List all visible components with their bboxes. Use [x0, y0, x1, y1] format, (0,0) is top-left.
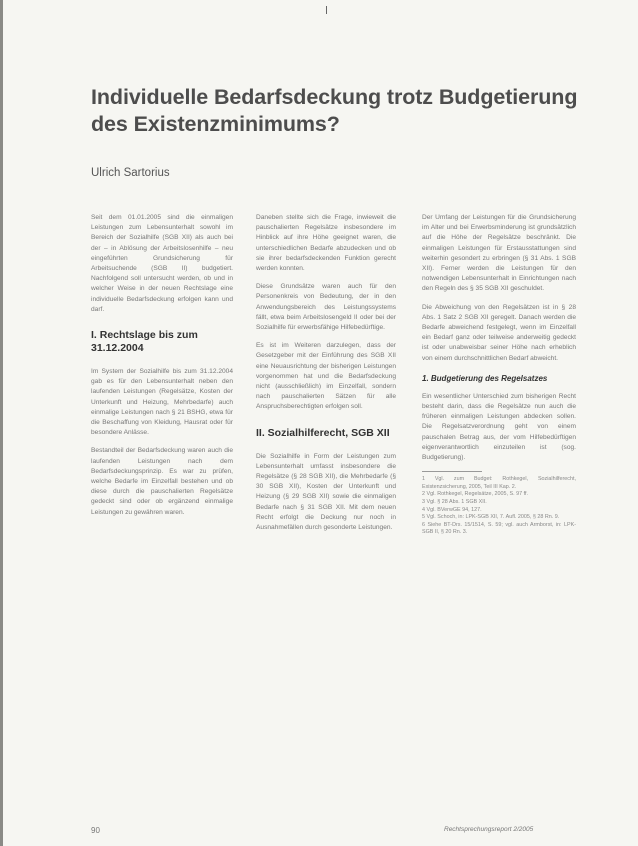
scan-edge: [0, 0, 3, 846]
body-paragraph: Im System der Sozialhilfe bis zum 31.12.2004 gab es für den Lebensunterhalt neben den laufenden Leistungen (Regelsätze, Kosten der Unterkunft und Heizung, Mehrbedarfe) auch einmalige Leistungen nach § 21 BSHG, etwa für die Beschaffung von Kleidung, Hausrat oder für besondere Anlässe.: [91, 368, 233, 437]
page-top-mark: [326, 6, 327, 14]
subsection-heading: 1. Budgetierung des Regelsatzes: [422, 373, 548, 383]
article-title: Individuelle Bedarfsdeckung trotz Budgetierung des Existenzminimums?: [91, 85, 578, 136]
author-name: Ulrich Sartorius: [91, 167, 170, 179]
body-paragraph: Ein wesentlicher Unterschied zum bisherigen Recht besteht darin, dass die Regelsätze nun auch die früheren einmaligen Leistungen abdecken sollen. Die Regelsatzverordnung geht von einem pauschalen Betrag aus, der vom Hilfebedürftigen eigenverantwortlich einzuteilen ist (sog. Budgetierung).: [422, 392, 576, 462]
body-paragraph: Die Abweichung von den Regelsätzen ist in § 28 Abs. 1 Satz 2 SGB XII geregelt. Danach werden die Bedarfe abweichend festgelegt, wenn im Einzelfall ein Bedarf ganz oder teilweise anderweitig gedeckt ist oder unabweisbar seiner Höhe nach erheblich von einem durchschnittlichen Bedarf abweicht.: [422, 303, 576, 362]
body-paragraph: Es ist im Weiteren darzulegen, dass der Gesetzgeber mit der Einführung des SGB XII eine Neuausrichtung der bisherigen Leistungen vorgenommen hat und die Bedarfsdeckung nicht (ausschließlich) im Einzelfall, sondern nach pauschalierten Sätzen für alle Anspruchsberechtigten erfolgen soll.: [256, 342, 396, 411]
body-paragraph: Bestandteil der Bedarfsdeckung waren auch die laufenden Leistungen nach dem Bedarfsdeckungsprinzip. Es war zu prüfen, welche Bedarfe im Einzelfall bestehen und ob diese durch die pauschalierten Regelsätze gedeckt sind oder ob ergänzend einmalige Leistungen zu gewähren waren.: [91, 447, 233, 516]
footnote-divider: [422, 471, 482, 472]
body-paragraph: Diese Grundsätze waren auch für den Personenkreis von Bedeutung, der in den Anwendungsbereich des Leistungssystems fällt, etwa beim Arbeitslosengeld II oder bei der Sozialhilfe für erwerbsfähige Hilfebedürftige.: [256, 283, 396, 332]
footnotes: [422, 476, 576, 537]
footnote: 2 Vgl. Rothkegel, Regelsätze, 2005, S. 97 ff.: [422, 491, 528, 498]
section-heading-2: II. Sozialhilferecht, SGB XII: [256, 426, 390, 439]
column-3: [422, 213, 576, 537]
body-paragraph: Daneben stellte sich die Frage, inwieweit die pauschalierten Regelsätze insbesondere im Hinblick auf ihre Höhe geeignet waren, die unterschiedlichen Bedarfe abzudecken und ob sie ihrer bedarfsdeckenden Funktion gerecht werden konnten.: [256, 214, 396, 273]
footnote: 1 Vgl. zum Budget: Rothkegel, Sozialhilferecht, Existenzsicherung, 2005, Teil III Kap. 2.: [422, 476, 576, 490]
body-paragraph: Der Umfang der Leistungen für die Grundsicherung im Alter und bei Erwerbsminderung ist grundsätzlich auf die Höhe der Regelsätze beschränkt. Die einmaligen Leistungen für Erstausstattungen sind weiterhin gesondert zu erbringen (§ 31 Abs. 1 SGB XII). Ferner werden die Leistungen für den notwendigen Lebensunterhalt in Einrichtungen nach den Regeln des § 35 SGB XII geschuldet.: [422, 214, 576, 293]
body-paragraph: Die Sozialhilfe in Form der Leistungen zum Lebensunterhalt umfasst insbesondere die Regelsätze (§ 28 SGB XII), die Mehrbedarfe (§ 30 SGB XII), Kosten der Unterkunft und Heizung (§ 29 SGB XII) sowie die einmaligen Bedarfe nach § 31 SGB XII. Mit dem neuen Recht erfolgt die Deckung nur noch in Ausnahmefällen durch gesonderte Leistungen.: [256, 452, 396, 532]
footnote: 6 Siehe BT-Drs. 15/1514, S. 59; vgl. auch Armborst, in: LPK-SGB II, § 20 Rn. 3.: [422, 521, 576, 536]
column-1: [91, 213, 233, 526]
page-number: 90: [91, 826, 100, 835]
section-heading-1: I. Rechtslage bis zum 31.12.2004: [91, 329, 198, 355]
footnote: 4 Vgl. BVerwGE 94, 127.: [422, 506, 482, 513]
column-2: [256, 213, 396, 541]
footnote: 3 Vgl. § 28 Abs. 1 SGB XII.: [422, 499, 487, 506]
footnote: 5 Vgl. Schoch, in: LPK-SGB XII, 7. Aufl. 2005, § 28 Rn. 9.: [422, 514, 560, 521]
intro-paragraph: Seit dem 01.01.2005 sind die einmaligen Leistungen zum Lebensunterhalt sowohl im Bereich der Sozialhilfe (SGB XII) als auch bei der – in Ablösung der Arbeitslosenhilfe – neu eingeführten Grundsicherung für Arbeitsuchende (SGB II) budgetiert. Nachfolgend soll untersucht werden, ob und in welcher Weise in der neuen Rechtslage eine individuelle Bedarfsdeckung erfolgen kann und darf.: [91, 214, 233, 313]
journal-name: Rechtsprechungsreport 2/2005: [444, 826, 534, 833]
